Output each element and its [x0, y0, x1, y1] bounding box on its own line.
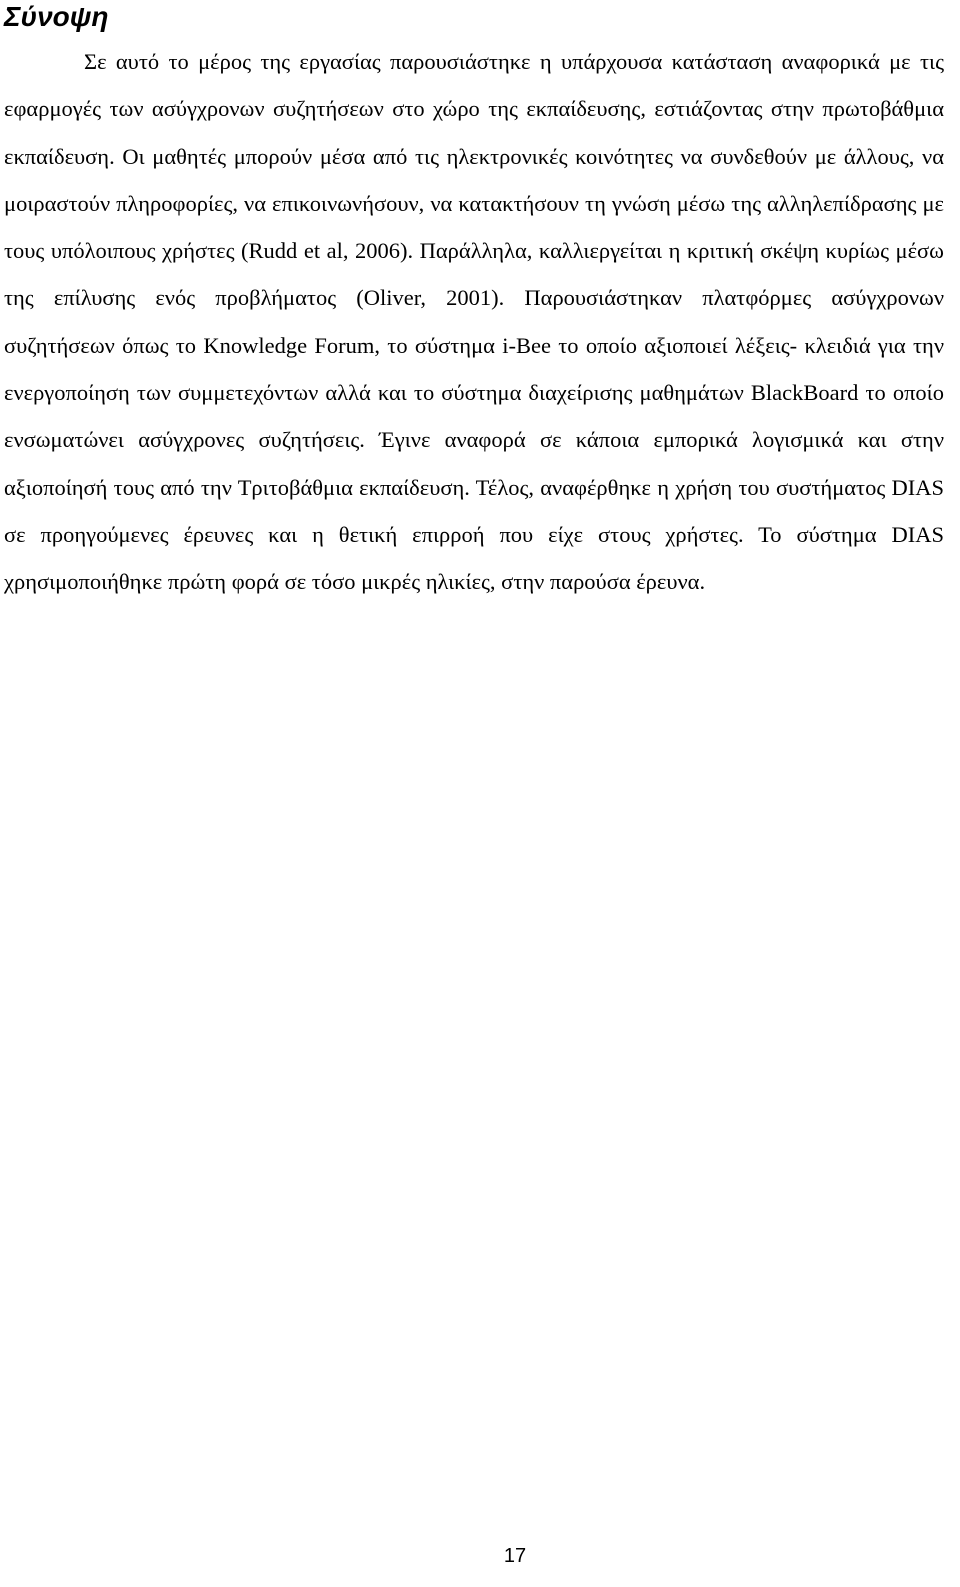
summary-paragraph: Σε αυτό το μέρος της εργασίας παρουσιάστηκε η υπάρχουσα κατάσταση αναφορικά με τις εφαρμογές των ασύγχρονων συζητήσεων στο χώρο της εκπαίδευσης, εστιάζοντας στην πρωτοβάθμια εκπαίδευση. Οι μαθητές μπορούν μέσα από τις ηλεκτρονικές κοινότητες να συνδεθούν με άλλους, να μοιραστούν πληροφορίες, να επικοινωνήσουν, να κατακτήσουν τη γνώση μέσω της αλληλεπίδρασης με τους υπόλοιπους χρήστες (Rudd et al, 2006). Παράλληλα, καλλιεργείται η κριτική σκέψη κυρίως μέσω της επίλυσης ενός προβλήματος (Oliver, 2001). Παρουσιάστηκαν πλατφόρμες ασύγχρονων συζητήσεων όπως το Knowledge Forum, το σύστημα i-Bee το οποίο αξιοποιεί λέξεις- κλειδιά για την ενεργοποίηση των συμμετεχόντων αλλά και το σύστημα διαχείρισης μαθημάτων BlackBoard το οποίο ενσωματώνει ασύγχρονες συζητήσεις. Έγινε αναφορά σε κάποια εμπορικά λογισμικά και στην αξιοποίησή τους από την Τριτοβάθμια εκπαίδευση. Τέλος, αναφέρθηκε η χρήση του συστήματος DIAS σε προηγούμενες έρευνες και η θετική επιρροή που είχε στους χρήστες. Το σύστημα DIAS χρησιμοποιήθηκε πρώτη φορά σε τόσο μικρές ηλικίες, στην παρούσα έρευνα. [4, 49, 944, 595]
page-number: 17 [503, 1545, 527, 1567]
section-heading: Σύνοψη [4, 1, 109, 32]
